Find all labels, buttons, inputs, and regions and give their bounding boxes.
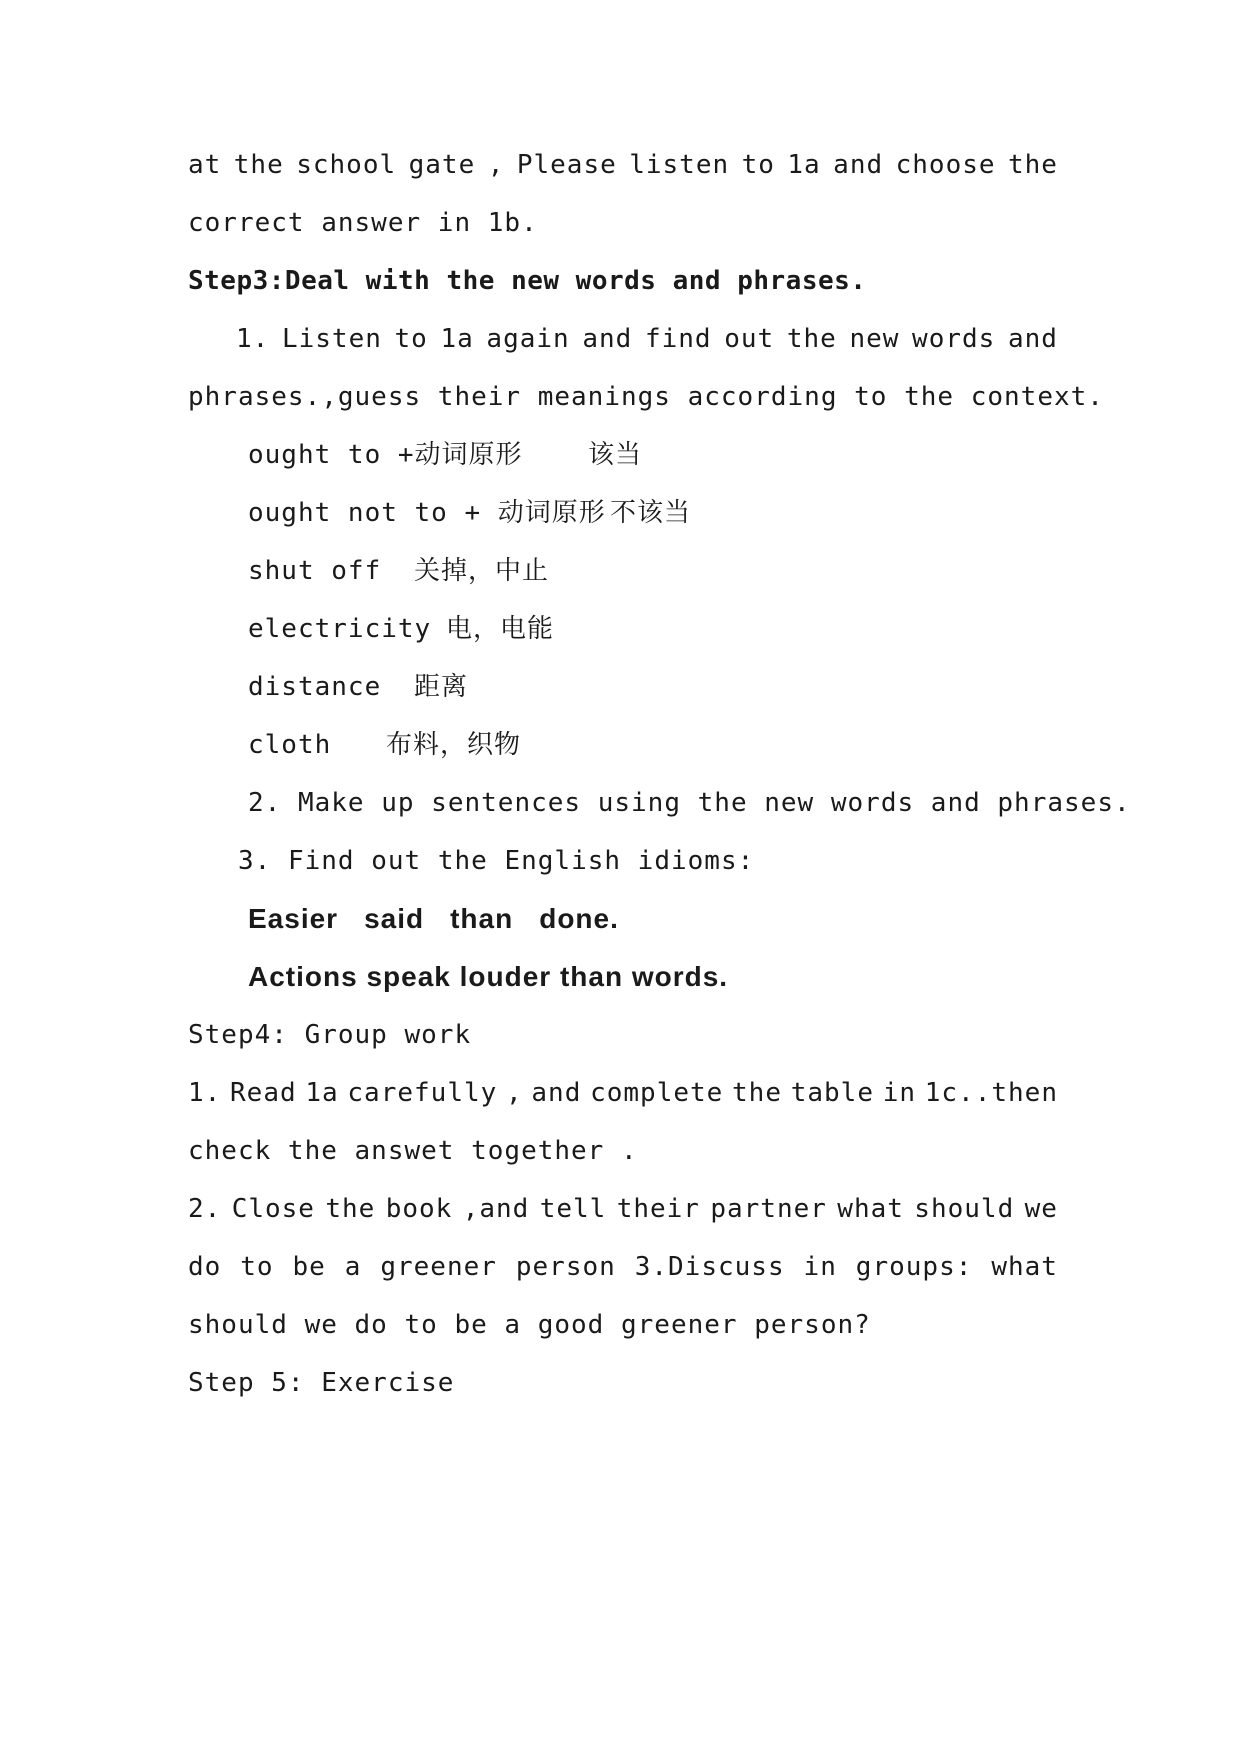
word: than — [450, 903, 514, 934]
word: Easier — [248, 903, 339, 934]
word: Close — [231, 1194, 315, 1224]
word: what — [991, 1252, 1058, 1282]
word: their — [616, 1194, 700, 1224]
vocab-term: electricity — [248, 614, 432, 644]
word: choose — [895, 150, 996, 180]
word: tell — [539, 1194, 607, 1224]
vocab-meaning: 关掉，中止 — [414, 556, 550, 586]
word: to — [394, 324, 428, 354]
word: carefully — [347, 1078, 498, 1108]
vocab-term: distance — [248, 672, 382, 702]
word: gate — [408, 150, 476, 180]
word: and — [582, 324, 633, 354]
step4-item-1-continued: check the answet together . — [188, 1136, 638, 1166]
vocab-item — [248, 496, 1118, 530]
step4-item-1 — [188, 1076, 1058, 1110]
word: listen — [629, 150, 730, 180]
step3-heading: Step3:Deal with the new words and phrases. — [188, 266, 867, 296]
step4-item-2-end: should we do to be a good greener person? — [188, 1310, 871, 1340]
vocab-meaning: 布料，织物 — [386, 730, 522, 760]
vocab-meaning: 电，电能 — [446, 614, 555, 644]
word: Please — [516, 150, 617, 180]
word: 3.Discuss — [634, 1252, 785, 1282]
word: 1a — [440, 324, 474, 354]
word: 1. — [236, 324, 270, 354]
word: groups: — [855, 1252, 973, 1282]
word: Read — [230, 1078, 297, 1108]
vocab-term: ought not to + 动词原形 — [248, 498, 606, 528]
word: done. — [539, 903, 619, 934]
word: in — [882, 1078, 917, 1108]
word: greener — [380, 1252, 497, 1282]
word: book — [385, 1194, 453, 1224]
word: and — [1007, 324, 1058, 354]
step3-item-1 — [236, 322, 1058, 356]
word: person — [515, 1252, 616, 1282]
word: 1a — [787, 150, 821, 180]
step4-item-2-continued — [188, 1250, 1058, 1284]
word: 1a — [305, 1078, 339, 1108]
word: a — [344, 1252, 362, 1282]
word: we — [1024, 1194, 1058, 1224]
word: be — [292, 1252, 326, 1282]
word: should — [914, 1194, 1015, 1224]
step4-item-2 — [188, 1192, 1058, 1226]
word: new — [849, 324, 900, 354]
word: , — [487, 150, 505, 180]
word: what — [837, 1194, 904, 1224]
step3-item-3: 3. Find out the English idioms: — [238, 846, 755, 876]
word: the — [732, 1078, 782, 1108]
word: ,and — [462, 1194, 530, 1224]
word: complete — [590, 1078, 724, 1108]
word: and — [833, 150, 884, 180]
vocab-term: cloth — [248, 730, 332, 760]
word: the — [325, 1194, 376, 1224]
word: in — [803, 1252, 837, 1282]
word: 2. — [188, 1194, 222, 1224]
vocab-item — [248, 554, 1118, 588]
step3-item-2: 2. Make up sentences using the new words and phrases. — [248, 788, 1131, 818]
vocab-item — [248, 612, 1118, 646]
vocab-item — [248, 670, 1118, 704]
word: do — [188, 1252, 222, 1282]
word: the — [1008, 150, 1058, 180]
word: to — [741, 150, 775, 180]
word: words — [912, 324, 996, 354]
vocab-item — [248, 438, 1118, 472]
paragraph-line-2: correct answer in 1b. — [188, 208, 538, 238]
vocab-item — [248, 728, 1118, 762]
vocab-meaning: 该当 — [588, 440, 643, 470]
vocab-term: shut off — [248, 556, 382, 586]
word: 1c..then — [924, 1078, 1058, 1108]
word: at — [188, 150, 222, 180]
step3-item-1-continued: phrases.,guess their meanings according to the context. — [188, 382, 1104, 412]
word: partner — [710, 1194, 827, 1224]
word: Listen — [281, 324, 382, 354]
word: the — [233, 150, 284, 180]
word: out — [724, 324, 775, 354]
word: and — [531, 1078, 582, 1108]
vocab-meaning: 不该当 — [610, 498, 692, 528]
idiom-2: Actions speak louder than words. — [248, 961, 729, 992]
word: to — [240, 1252, 274, 1282]
paragraph-line-1 — [188, 148, 1058, 182]
word: again — [486, 324, 570, 354]
vocab-term: ought to +动词原形 — [248, 440, 523, 470]
step5-heading: Step 5: Exercise — [188, 1368, 455, 1398]
idiom-1 — [248, 902, 1118, 936]
word: , — [506, 1078, 523, 1108]
word: said — [364, 903, 425, 934]
word: find — [644, 324, 712, 354]
word: the — [786, 324, 837, 354]
word: table — [790, 1078, 874, 1108]
vocab-meaning: 距离 — [414, 672, 469, 702]
word: 1. — [188, 1078, 222, 1108]
step4-heading: Step4: Group work — [188, 1020, 472, 1050]
word: school — [296, 150, 397, 180]
